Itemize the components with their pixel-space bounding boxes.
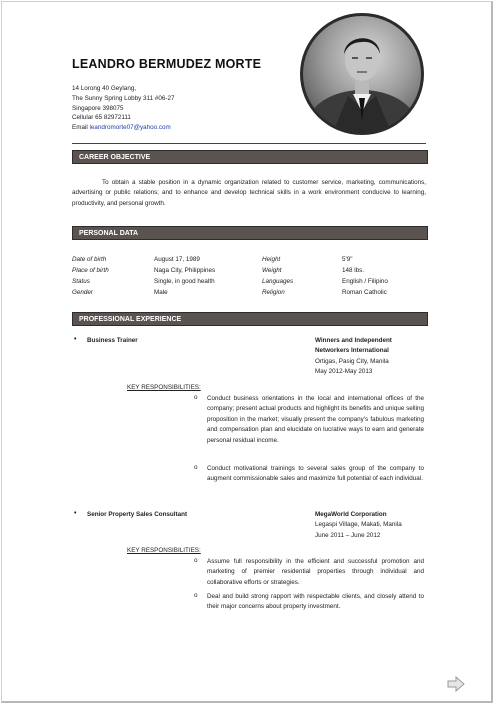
pd-value: Male	[154, 289, 168, 296]
company-name-line-1: MegaWorld Corporation	[315, 511, 387, 518]
job-bullet: •	[74, 336, 77, 343]
pd-label: Height	[262, 256, 281, 263]
list-marker: o	[194, 394, 198, 401]
section-professional-experience: PROFESSIONAL EXPERIENCE	[72, 312, 428, 326]
resume-page	[1, 1, 493, 703]
pd-value: 148 lbs.	[342, 267, 365, 274]
company-block	[315, 336, 392, 378]
company-name-line-1: Winners and Independent	[315, 337, 392, 344]
responsibility-item: Assume full responsibility in the efficient and successful promotion and marketing of premier residential properties through individual and collaborative efforts or strategies.	[207, 558, 424, 586]
profile-photo	[300, 13, 424, 135]
email-row	[72, 123, 174, 133]
company-block	[315, 510, 402, 541]
pd-label: Weight	[262, 267, 282, 274]
pd-label: Status	[72, 278, 90, 285]
company-name-line-2: Networkers International	[315, 347, 389, 355]
cellular-number: Cellular 65 82972111	[72, 114, 131, 122]
email-link[interactable]: leandromorte07@yahoo.com	[89, 124, 171, 132]
responsibility-item: Deal and build strong rapport with respectable clients, and closely attend to their major concerns about property investment.	[207, 593, 424, 611]
list-marker: o	[194, 592, 198, 599]
employment-dates: May 2012-May 2013	[315, 368, 373, 376]
list-marker: o	[194, 557, 198, 564]
pd-value: English / Filipino	[342, 278, 388, 285]
candidate-name: LEANDRO BERMUDEZ MORTE	[72, 57, 262, 71]
pd-value: August 17, 1989	[154, 256, 200, 263]
address-line-2: The Sunny Spring Lobby 311 #06-27	[72, 94, 175, 102]
responsibility-item: Conduct business orientations in the local and international offices of the company; present actual products and highlight its benefits and unique selling proposition in the market; visually present the company's fabulous marketing and compensation plan and elucidate on lucrative ways to earn and generate personal residual income.	[207, 395, 424, 444]
objective-text: To obtain a stable position in a dynamic organization related to customer service, marketing, communications, advertising or public relations; and to enhance and develop technical skills in a work environment conducive to learning, productivity, and personal growth.	[72, 179, 426, 207]
pd-label: Date of birth	[72, 256, 107, 263]
key-responsibilities-label: KEY RESPONSIBILITIES:	[127, 384, 201, 391]
address-line-1: 14 Lorong 40 Geylang,	[72, 85, 137, 92]
pd-value: Roman Catholic	[342, 289, 387, 296]
responsibility-item: Conduct motivational trainings to several sales group of the company to augment commissionable sales and maximize full potential of each individual.	[207, 465, 424, 483]
portrait-figure	[303, 16, 421, 132]
pd-label: Religion	[262, 289, 285, 296]
job-title: Business Trainer	[87, 337, 138, 344]
list-marker: o	[194, 464, 198, 471]
header-divider	[72, 143, 426, 144]
pd-value: Naga City, Philippines	[154, 267, 216, 274]
pd-value: 5'9"	[342, 256, 353, 263]
email-label: Email	[72, 124, 90, 132]
section-career-objective: CAREER OBJECTIVE	[72, 150, 428, 164]
job-title: Senior Property Sales Consultant	[87, 511, 188, 518]
employment-dates: June 2011 – June 2012	[315, 531, 381, 539]
contact-block	[72, 84, 174, 133]
pd-label: Gender	[72, 289, 94, 296]
company-location: Legaspi Village, Makati, Manila	[315, 521, 402, 529]
company-location: Ortigas, Pasig City, Manila	[315, 357, 389, 365]
address-line-3: Singapore 398075	[72, 104, 124, 112]
key-responsibilities-label: KEY RESPONSIBILITIES:	[127, 547, 201, 554]
pd-label: Languages	[262, 278, 294, 285]
section-personal-data: PERSONAL DATA	[72, 226, 428, 240]
job-bullet: •	[74, 510, 77, 517]
next-arrow-icon[interactable]	[447, 676, 465, 692]
pd-label: Place of birth	[72, 267, 109, 274]
pd-value: Single, in good health	[154, 278, 215, 285]
